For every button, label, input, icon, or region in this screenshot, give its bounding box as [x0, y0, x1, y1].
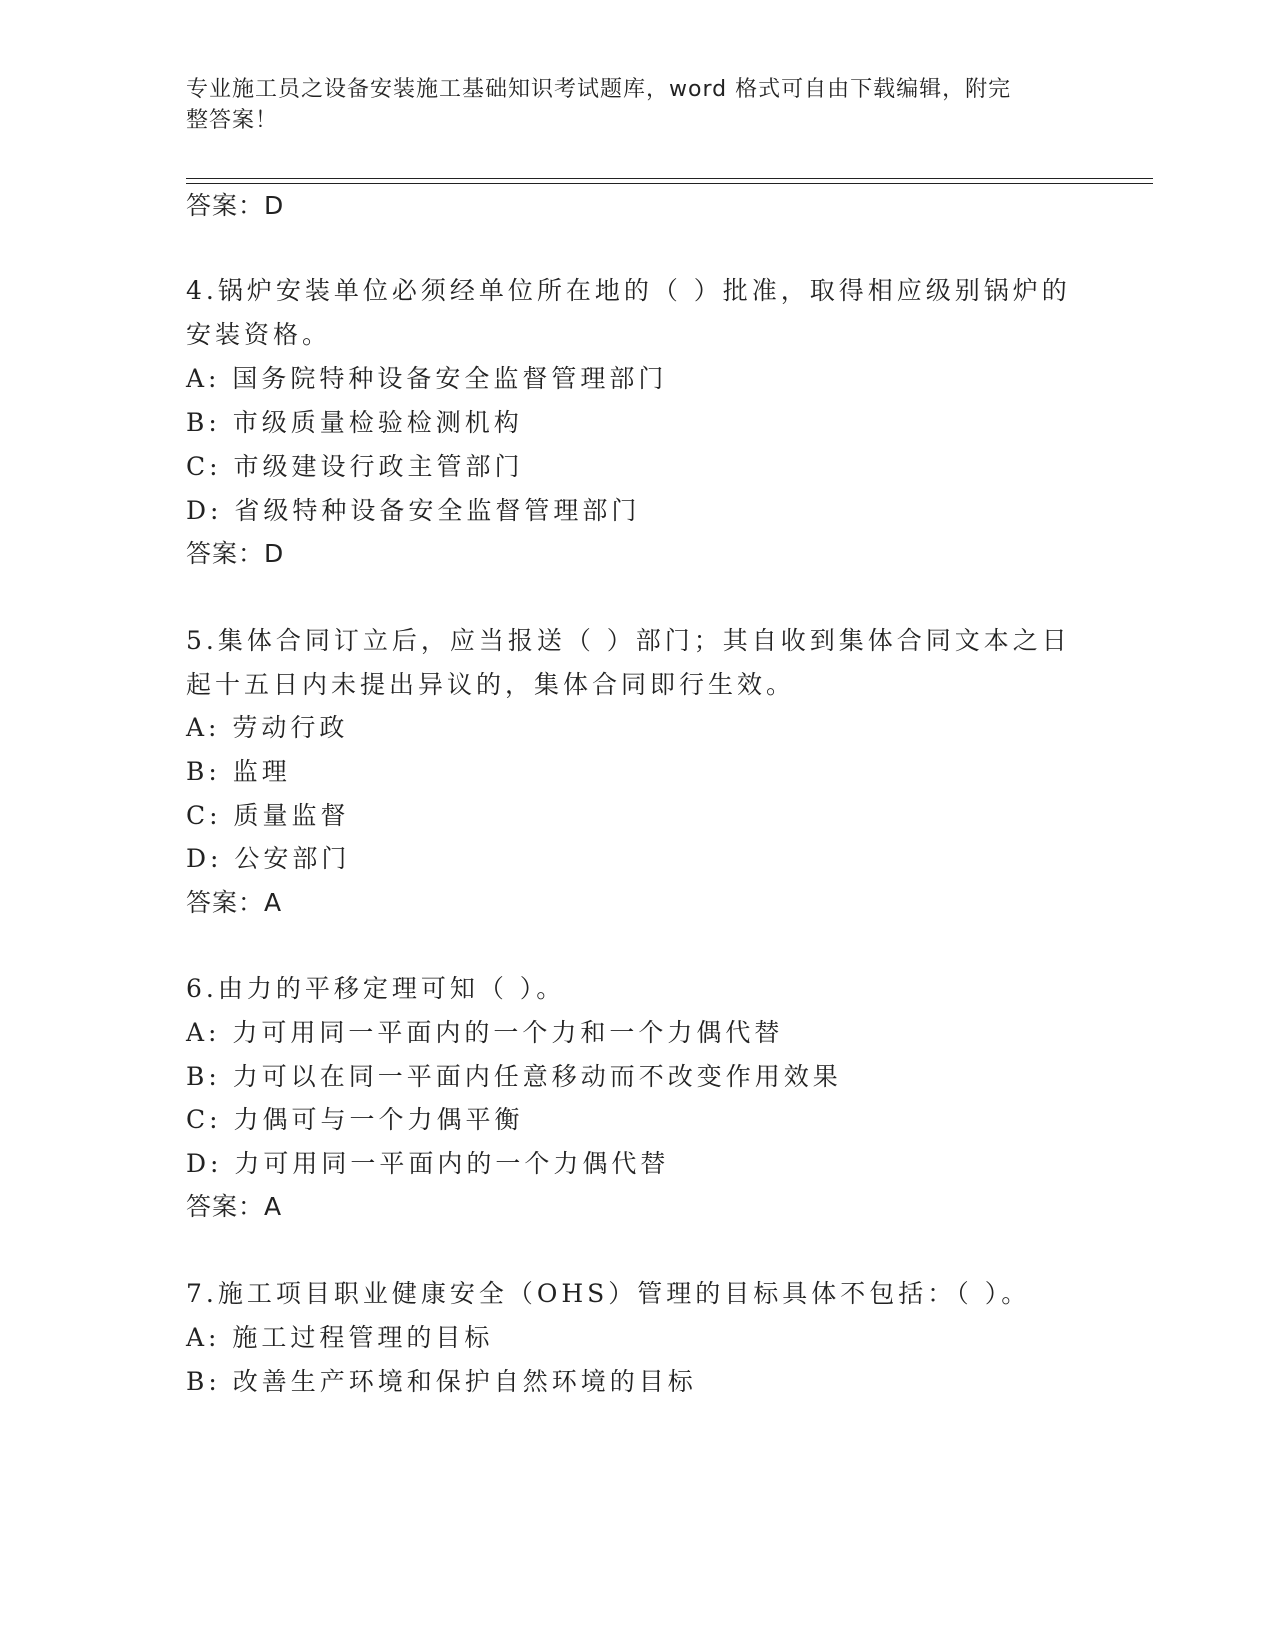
question-4-option-d: D: 省级特种设备安全监督管理部门 — [186, 496, 641, 525]
question-5-option-c: C: 质量监督 — [186, 801, 350, 830]
header-line-2: 整答案！ — [186, 108, 279, 133]
question-4-option-c: C: 市级建设行政主管部门 — [186, 452, 524, 481]
question-7-option-a: A: 施工过程管理的目标 — [186, 1323, 494, 1352]
question-5-stem-line-2: 起十五日内未提出异议的，集体合同即行生效。 — [186, 670, 796, 699]
question-4-stem-line-1: 4.锅炉安装单位必须经单位所在地的（ ）批准，取得相应级别锅炉的 — [186, 276, 1071, 305]
question-5-option-d: D: 公安部门 — [186, 844, 351, 873]
question-4-answer: 答案：D — [186, 539, 285, 568]
question-6-answer: 答案：A — [186, 1192, 283, 1221]
question-5-option-a: A: 劳动行政 — [186, 713, 349, 742]
question-6-option-d: D: 力可用同一平面内的一个力偶代替 — [186, 1149, 670, 1178]
question-4-stem-line-2: 安装资格。 — [186, 320, 332, 349]
header-divider-top — [186, 178, 1153, 179]
header-divider-bottom — [186, 183, 1153, 184]
question-6-stem-line-1: 6.由力的平移定理可知（ ）。 — [186, 974, 566, 1003]
question-7-stem-line-1: 7.施工项目职业健康安全（OHS）管理的目标具体不包括：（ ）。 — [186, 1279, 1031, 1308]
question-7-option-b: B: 改善生产环境和保护自然环境的目标 — [186, 1367, 697, 1396]
question-4-option-b: B: 市级质量检验检测机构 — [186, 408, 523, 437]
question-6-option-c: C: 力偶可与一个力偶平衡 — [186, 1105, 524, 1134]
question-4-option-a: A: 国务院特种设备安全监督管理部门 — [186, 364, 668, 393]
previous-answer: 答案：D — [186, 191, 285, 220]
question-6-option-b: B: 力可以在同一平面内任意移动而不改变作用效果 — [186, 1062, 842, 1091]
question-5-answer: 答案：A — [186, 888, 283, 917]
question-5-stem-line-1: 5.集体合同订立后，应当报送（ ）部门；其自收到集体合同文本之日 — [186, 626, 1071, 655]
question-5-option-b: B: 监理 — [186, 757, 291, 786]
question-6-option-a: A: 力可用同一平面内的一个力和一个力偶代替 — [186, 1018, 784, 1047]
header-line-1: 专业施工员之设备安装施工基础知识考试题库，word 格式可自由下载编辑，附完 — [186, 77, 1012, 102]
document-header — [186, 74, 1066, 136]
